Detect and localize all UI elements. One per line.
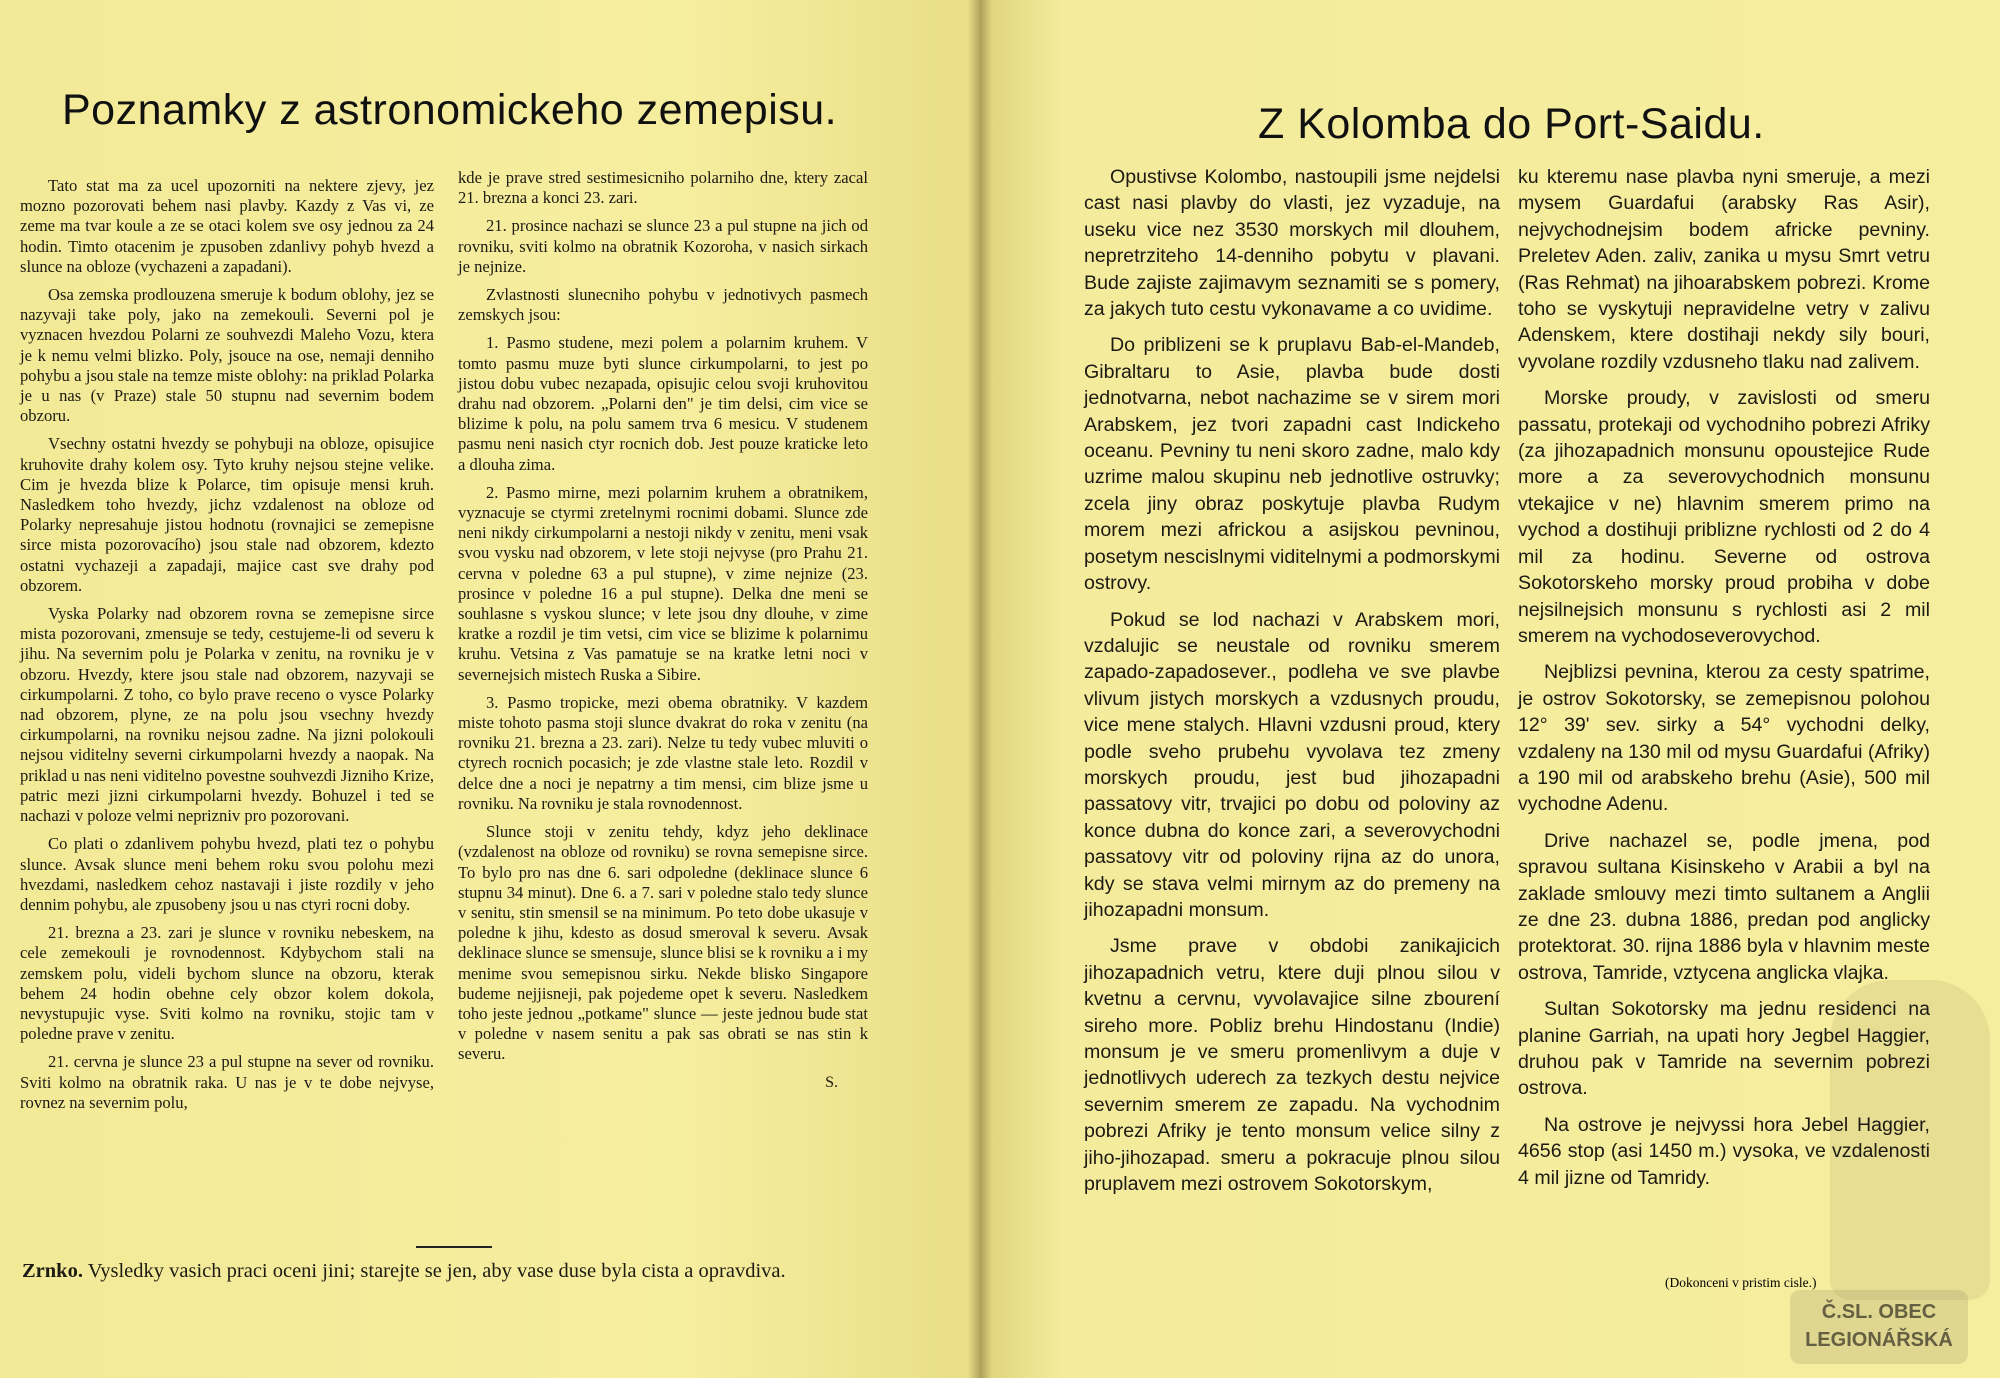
paragraph: kde je prave stred sestimesicniho polarniho dne, ktery zacal 21. brezna a konci 23. zari.	[458, 168, 868, 208]
paragraph: Vyska Polarky nad obzorem rovna se zemepisne sirce mista pozorovani, zmensuje se tedy, cestujeme-li od severu k jihu. Na severnim polu je Polarka v zenitu, na rovniku je v obzoru. Hvezdy, ktere jsou stale nad obzorem, nazyvaji se cirkumpolarni. Z toho, co bylo prave receno o vysce Polarky nad obzorem, plyne, ze na polu jsou vsechny hvezdy cirkumpolarni, na rovniku nejsou zadne. Na jizni polokouli nejsou viditelny severni cirkumpolarni hvezdy a naopak. Na priklad u nas neni viditelno povestne souhvezdi Jizniho Krize, patric mezi jizni cirkumpolarni hvezdy. Bohuzel i ted se nachazi v poloze velmi neprizniv pro pozorovani.	[20, 604, 434, 826]
page-gutter	[968, 0, 992, 1378]
paragraph: Na ostrove je nejvyssi hora Jebel Haggier, 4656 stop (asi 1450 m.) vysoka, ve vzdalenosti 4 mil jizne od Tamridy.	[1518, 1113, 1930, 1189]
paragraph: 21. cervna je slunce 23 a pul stupne na sever od rovniku. Sviti kolmo na obratnik raka. U nas je v te dobe nejvyse, rovnez na severnim polu,	[20, 1052, 434, 1112]
paragraph: Zvlastnosti slunecniho pohybu v jednotivych pasmech zemskych jsou:	[458, 285, 868, 325]
paragraph: Tato stat ma za ucel upozorniti na nektere zjevy, jez mozno pozorovati behem nasi plavby. Kazdy z Vas vi, ze zeme ma tvar koule a ze se otaci kolem sve osy jednou za 24 hodin. Timto otacenim je zpusoben zdanlivy pohyb hvezd a slunce na obloze (vychazeni a zapadani).	[20, 176, 434, 276]
right-page	[980, 0, 2000, 1378]
paragraph: 3. Pasmo tropicke, mezi obema obratniky. V kazdem miste tohoto pasma stoji slunce dvakrat do roka v zenitu (na rovniku 21. brezna a 23. zari). Nelze tu tedy vubec mluviti o ctyrech rocnich pocasich; je zde vlastne stale leto. Rozdil v delce dne a noci je nepatrny a tim mensi, cim blize jsme u rovniku. Na rovniku je stala rovnodennost.	[458, 692, 868, 813]
paragraph: Morske proudy, v zavislosti od smeru passatu, protekaji od vychodniho pobrezi Afriky (za jihozapadnich monsunu opoustejice Rude more a za severovychodnich monsunu vtekajice v ne) hlavnim smerem primo na vychod a dostihuji priblizne rychlosti od 2 do 4 mil za hodinu. Severne od ostrova Sokotorskeho morsky proud probiha v dobe nejsilnejsich monsunu s rychlosti asi 2 mil smerem na vychodoseverovychod.	[1518, 387, 1930, 647]
zrnko-label: Zrnko.	[22, 1260, 83, 1282]
paragraph: Do priblizeni se k pruplavu Bab-el-Mandeb, Gibraltaru to Asie, plavba bude dosti jednotvarna, nebot nachazime se v sirem mori Arabskem, jez tvori zapadni cast Indickeho oceanu. Pevniny tu neni skoro zadne, malo kdy uzrime malou skupinu neb jednotlive ostruvky; zcela jiny obraz poskytuje plavba Rudym morem mezi africkou a asijskou pevninou, posetym nescislnymi viditelnymi a podmorskymi ostrovy.	[1084, 334, 1500, 595]
paragraph: Opustivse Kolombo, nastoupili jsme nejdelsi cast nasi plavby do vlasti, jez vyzaduje, na useku vice nez 3530 morskych mil dlouhem, nepretrziteho 14-denniho pobytu v plavani. Bude zajiste zajimavym seznamiti se s pomery, za jakych tuto cestu vykonavame a co uvidime.	[1084, 166, 1500, 321]
right-column-2	[1518, 164, 1930, 1201]
stamp-line: LEGIONÁŘSKÁ	[1805, 1329, 1953, 1351]
archive-stamp	[1790, 1290, 1968, 1364]
paragraph: Sultan Sokotorsky ma jednu residenci na planine Garriah, na upati hory Jegbel Haggier, druhou pak v Tamride na severnim pobrezi ostrova.	[1518, 998, 1930, 1100]
zrnko-box	[22, 1258, 872, 1285]
paragraph: ku kteremu nase plavba nyni smeruje, a mezi mysem Guardafui (arabsky Ras Asir), nejvychodnejsim bodem africke pevniny. Preletev Aden. zaliv, zanika u mysu Smrt vetru (Ras Rehmat) na jihoarabskem pobrezi. Krome toho se vyskytuji nepravidelne vetry v zalivu Adenskem, ktere dostihaji nekdy sily bouri, vyvolane rozdily vzdusneho tlaku nad zalivem.	[1518, 166, 1930, 373]
right-column-1	[1084, 164, 1500, 1207]
left-page-title: Poznamky z astronomickeho zemepisu.	[62, 86, 838, 134]
section-divider	[416, 1246, 492, 1248]
left-column-1	[20, 176, 434, 1121]
paragraph: Vsechny ostatni hvezdy se pohybuji na obloze, opisujice kruhovite drahy kolem osy. Tyto kruhy nejsou stejne velike. Cim je hvezda blize k Polarce, tim opisuje mensi kruh. Nasledkem toho hvezdy, jichz vzdalenost na obloze od Polarky nepresahuje jistou hodnotu (rovnajici se zemepisne sirce mista pozorovacího) jsou stale nad obzorem, kdezto ostatni vychazeji a zapadaji, majice cast sve drahy pod obzorem.	[20, 434, 434, 595]
stamp-line: Č.SL. OBEC	[1821, 1301, 1937, 1323]
left-column-2	[458, 168, 868, 1093]
paragraph: Pokud se lod nachazi v Arabskem mori, vzdalujic se neustale od rovniku smerem zapado-zapadosever., podleha ve sve plavbe vlivum jistych morskych a vzdusnych proudu, vice mene stalych. Hlavni vzdusni proud, ktery podle sveho prubehu vyvolava tez zmeny morskych proudu, jest bud jihozapadni passatovy vitr, trvajici po dobu od poloviny az konce dubna do konce zari, a severovychodni passatovy vitr od poloviny rijna az do unora, kdy se stava velmi mirnym az do premeny na jihozapadni monsum.	[1084, 608, 1500, 921]
paragraph: Co plati o zdanlivem pohybu hvezd, plati tez o pohybu slunce. Avsak slunce meni behem roku svou polohu mezi hvezdami, nasledkem cehoz nastavaji i jiste rozdily v jeho dennim pohybu, ale zpusobeny jsou u nas ctyri rocni doby.	[20, 834, 434, 914]
paragraph: 21. prosince nachazi se slunce 23 a pul stupne na jich od rovniku, sviti kolmo na obratnik Kozoroha, v nasich sirkach je nejnize.	[458, 216, 868, 276]
right-page-title: Z Kolomba do Port-Saidu.	[1258, 100, 1765, 148]
paragraph: Slunce stoji v zenitu tehdy, kdyz jeho deklinace (vzdalenost na obloze od rovniku) se rovna semepisne sirce. To bylo pro nas dne 6. sari odpoledne (deklinace slunce 6 stupnu 34 minut). Dne 6. a 7. sari v poledne stalo tedy slunce v senitu, stin smensil se na minimum. Po teto dobe ukasuje v poledne k jihu, kdesto as dosud smeroval k severu. Avsak deklinace slunce se smensuje, slunce blisi se k rovniku a i my menime svou semepisnou sirku. Nekde blisko Singapore budeme nejjisneji, pak pojedeme opet k severu. Nasledkem toho jeste jednou „potkame" slunce — jeste jednou bude stat v poledne v nasem senitu a pak sas obrati se nas stin k severu.	[458, 822, 868, 1064]
continued-note: (Dokonceni v pristim cisle.)	[1665, 1275, 1817, 1290]
paragraph: 1. Pasmo studene, mezi polem a polarnim kruhem. V tomto pasmu muze byti slunce cirkumpolarni, to jest po jistou dobu vubec nezapada, opisujic celou svoji kruhovitou drahu nad obzorem. „Polarni den" je tim delsi, cim vice se blizime k polu, na polu samem trva 6 mesicu. V studenem pasmu neni nasich ctyr rocnich dob. Jest pouze kraticke leto a dlouha zima.	[458, 333, 868, 474]
paragraph: 2. Pasmo mirne, mezi polarnim kruhem a obratnikem, vyznacuje se ctyrmi zretelnymi rocnimi dobami. Slunce zde neni nikdy cirkumpolarni a nestoji nikdy v zenitu, meni vsak svou vysku nad obzorem, v lete stoji nejvyse (pro Prahu 21. cervna v poledne 63 a pul stupne), v zime nejnize (23. prosince v poledne 16 a pul stupne). Delka dne meni se souhlasne s vyskou slunce; v lete jsou dny dlouhe, v zime kratke a rozdil je tim vetsi, cim vice se blizime k polarnimu kruhu. Vetsina z Vas pamatuje se na kratke letni noci v severnejsich mistech Ruska a Sibire.	[458, 482, 868, 684]
paragraph: Nejblizsi pevnina, kterou za cesty spatrime, je ostrov Sokotorsky, se zemepisnou polohou 12° 39' sev. sirky a 54° vychodni delky, vzdaleny na 130 mil od mysu Guardafui (Afriky) a 190 mil od arabskeho brehu (Asie), 500 mil vychodne Adenu.	[1518, 661, 1930, 816]
paragraph: Jsme prave v obdobi zanikajicich jihozapadnich vetru, ktere duji plnou silou v kvetnu a cervnu, vyvolavajice silne zbourení sireho more. Pobliz brehu Hindostanu (Indie) monsum je ve smeru promenlivym a duje v jednotlivych uderech za tezkych destu nejvice severnim smerem ze zapadu. Na vychodnim pobrezi Afriky je tento monsum velice silny z jiho-jihozapad. smeru a pokracuje plnou silou pruplavem mezi ostrovem Sokotorskym,	[1084, 935, 1500, 1196]
paragraph: 21. brezna a 23. zari je slunce v rovniku nebeskem, na cele zemekouli je rovnodennost. Kdybychom stali na zemskem polu, videli bychom slunce na obzoru, kterak behem 24 hodin obehne cely obzor kolem dokola, nevystupujic vyse. Sviti kolmo na rovniku, stojic tam v poledne prave v zenitu.	[20, 923, 434, 1044]
left-page	[0, 0, 980, 1378]
paragraph: Osa zemska prodlouzena smeruje k bodum oblohy, jez se nazyvaji take poly, jako na zemekouli. Severni pol je vyznacen hvezdou Polarni ze souhvezdi Maleho Vozu, ktera je k nemu velmi blizko. Poly, jsouce na ose, nemaji denniho pohybu a jsou stale na temze miste oblohy: na priklad Polarka je u nas (v Praze) stale 50 stupnu nad severnim bodem obzoru.	[20, 285, 434, 426]
paragraph: Drive nachazel se, podle jmena, pod spravou sultana Kisinskeho v Arabii a byl na zaklade smlouvy mezi timto sultanem a Anglii ze dne 23. dubna 1886, predan pod anglicky protektorat. 30. rijna 1886 byla v hlavnim meste ostrova, Tamride, vztycena anglicka vlajka.	[1518, 829, 1930, 984]
zrnko-text: Vysledky vasich praci oceni jini; starejte se jen, aby vase duse byla cista a opravdiva.	[87, 1260, 786, 1282]
author-signature: S.	[825, 1073, 838, 1091]
